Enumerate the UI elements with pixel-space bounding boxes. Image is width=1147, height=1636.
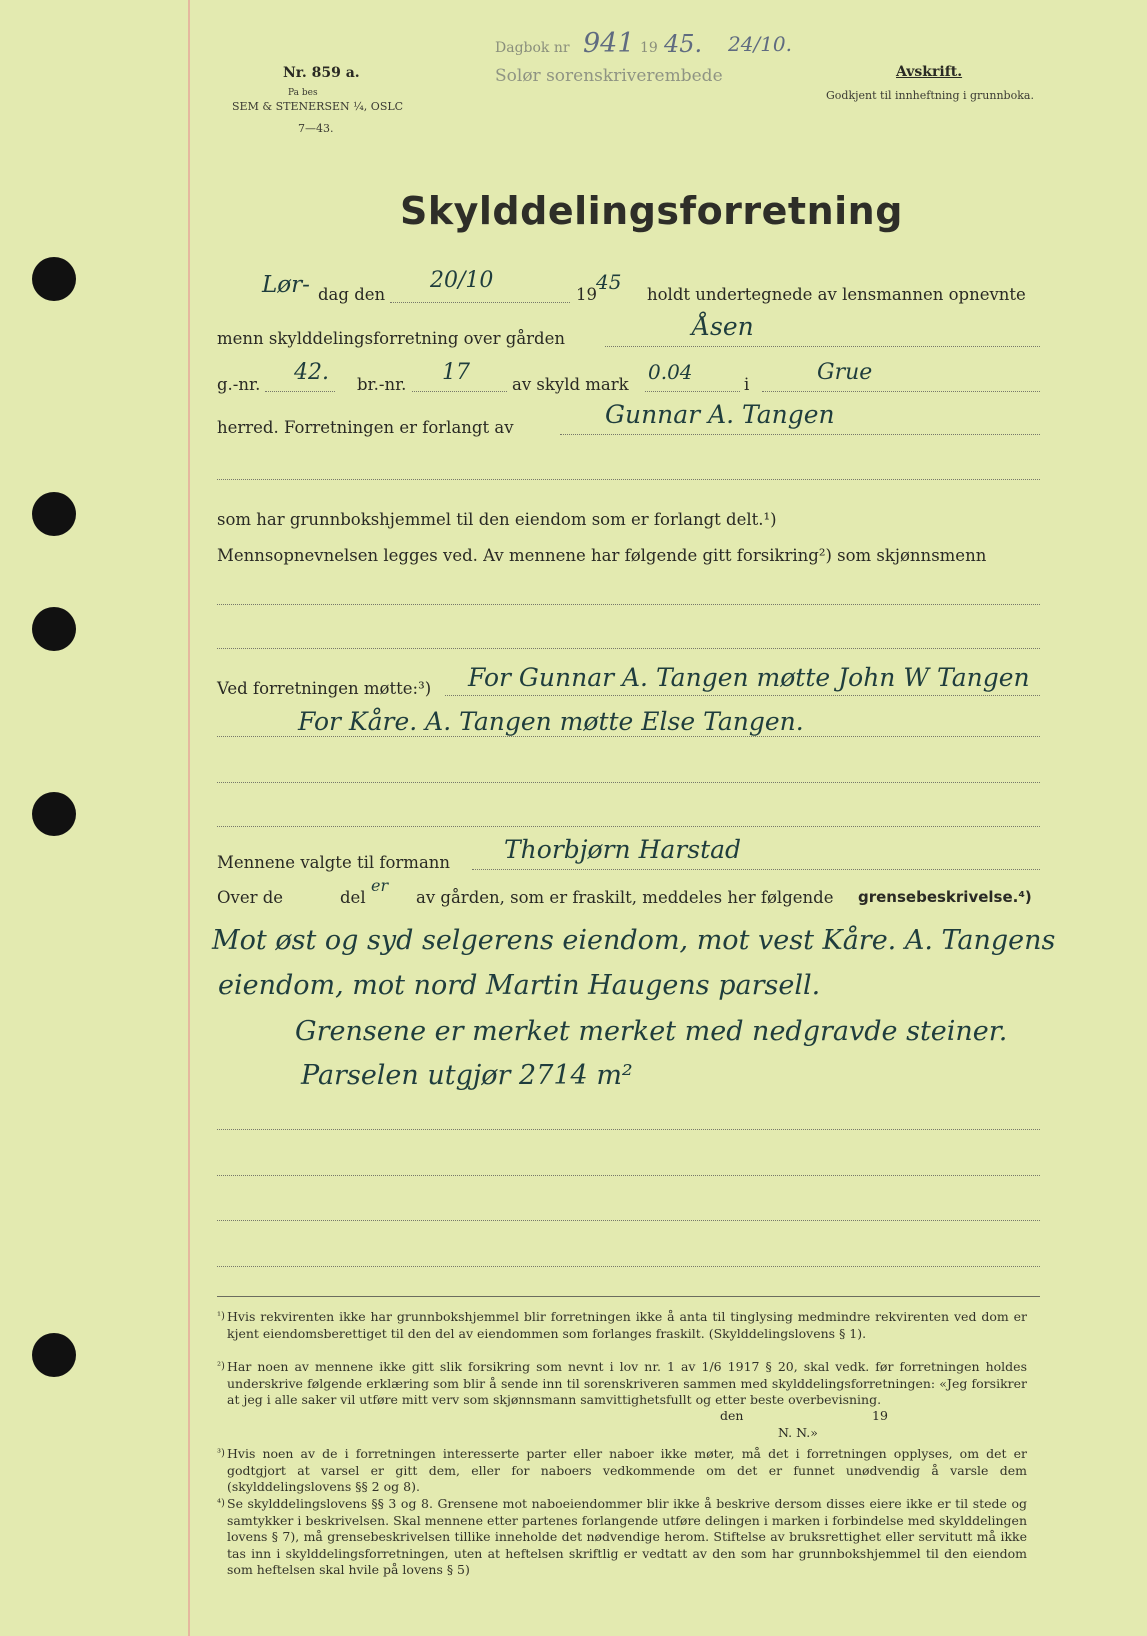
blank-line (217, 826, 1040, 827)
footnote-mark: ⁴) (217, 1498, 225, 1509)
date-field-line (390, 302, 570, 303)
grense-label: grensebeskrivelse.⁴) (858, 888, 1032, 906)
mote-field-line-2 (217, 736, 1040, 737)
hw-requester: Gunnar A. Tangen (605, 400, 835, 429)
mote-field-line (445, 695, 1040, 696)
footnote-text: Hvis rekvirenten ikke har grunnbokshjemmel blir forretningen ikke å anta til tinglysing medmindre rekvirenten ved dom er kjent eiendomsberettiget til den del av eiendommen som forlanges fraskilt. (Skylddelingslovens § 1). (227, 1309, 1027, 1341)
footnote-text: Se skylddelingslovens §§ 3 og 8. Grensene mot naboeiendommer blir ikke å beskrive dersom disses eiere ikke er til stede og samtykker i beskrivelsen. Skal mennene etter partenes forlangende utføre delingen i marken i forbindelse med skylddelingen lovens § 7), må grensebeskrivelsen tillike inneholde det nødvendige herom. Stiftelse av bruksrettighet eller servitutt må ikke tas inn i skylddelingsforretningen, uten at heftelsen skriftlig er vedtatt av den som har grunnbokshjemmel til den eiendom som heftelsen skal hvile på lovens § 5) (227, 1496, 1027, 1577)
footnote-4 (217, 1496, 1027, 1579)
hw-bnr: 17 (442, 360, 470, 385)
blank-line (217, 1175, 1040, 1176)
gaarden-text: av gården, som er fraskilt, meddeles her følgende (416, 888, 834, 907)
footnote-2-nn: N. N.» (778, 1425, 818, 1440)
del-label: del (340, 888, 366, 907)
dagbok-year-prefix: 19 (640, 40, 658, 56)
hw-mote-2: For Kåre. A. Tangen møtte Else Tangen. (298, 707, 804, 736)
margin-line (188, 0, 190, 1636)
page-title: Skylddelingsforretning (400, 189, 903, 233)
hw-desc-1: Mot øst og syd selgerens eiendom, mot vest Kåre. A. Tangens (212, 925, 1056, 956)
hw-year: 45 (596, 270, 622, 294)
publisher-line-2: SEM & STENERSEN ¼, OSLC (232, 100, 404, 113)
blank-line (217, 1220, 1040, 1221)
herred-label: herred. Forretningen er forlangt av (217, 418, 514, 437)
hw-desc-4: Parselen utgjør 2714 m² (301, 1060, 633, 1091)
hw-desc-2: eiendom, mot nord Martin Haugens parsell. (218, 970, 821, 1001)
publisher-line-1: Pa bes (288, 88, 318, 98)
footnote-2-den: den (720, 1408, 744, 1423)
menns-text: Mennsopnevnelsen legges ved. Av mennene har følgende gitt forsikring²) som skjønnsmenn (217, 546, 987, 565)
formann-label: Mennene valgte til formann (217, 853, 451, 872)
mote-label: Ved forretningen møtte:³) (217, 679, 432, 698)
gnr-label: g.-nr. (217, 375, 261, 394)
punch-hole (32, 257, 76, 301)
gnr-field-line (265, 391, 335, 392)
form-number: Nr. 859 a. (283, 65, 360, 81)
farm-field-line (605, 346, 1040, 347)
hw-desc-3: Grensene er merket merket med nedgravde steiner. (295, 1016, 1008, 1047)
punch-hole (32, 1333, 76, 1377)
year-prefix: 19 (576, 285, 597, 304)
footnote-2-year: 19 (872, 1408, 888, 1423)
bnr-label: br.-nr. (357, 375, 407, 394)
office-name: Solør sorenskriverembede (495, 66, 723, 86)
skyld-field-line (645, 391, 740, 392)
dagbok-date: 24/10. (728, 32, 792, 56)
blank-line (217, 1129, 1040, 1130)
skyld-label: av skyld mark (512, 375, 629, 394)
holdt-text: holdt undertegnede av lensmannen opnevnte (647, 285, 1026, 304)
avskrift-label: Avskrift. (896, 64, 963, 80)
hw-mote-1: For Gunnar A. Tangen møtte John W Tangen (468, 663, 1030, 692)
blank-line (217, 479, 1040, 480)
footnote-text: Hvis noen av de i forretningen interesserte parter eller naboer ikke møter, må det i forretningen opplyses, om det er godtgjort at varsel er gitt dem, eller for naboers vedkommende om det er funnet unødvendig å varsle dem (skylddelingslovens §§ 2 og 8). (227, 1446, 1027, 1494)
herred-field-line (762, 391, 1040, 392)
footnote-mark: ³) (217, 1448, 225, 1459)
bnr-field-line (412, 391, 507, 392)
blank-line (217, 1266, 1040, 1267)
hw-farm: Åsen (692, 312, 754, 341)
footnote-2 (217, 1359, 1027, 1409)
footnote-mark: ¹) (217, 1311, 225, 1322)
footnote-text: Har noen av mennene ikke gitt slik forsikring som nevnt i lov nr. 1 av 1/6 1917 § 20, skal vedk. før forretningen holdes underskrive følgende erklæring som blir å sende inn til sorenskriveren sammen med skylddelingsforretningen: «Jeg forsikrer at jeg i alle saker vil utføre mitt verv som skjønnsmann samvittighetsfullt og etter beste overbevisning. (227, 1359, 1027, 1407)
punch-hole (32, 492, 76, 536)
footnote-rule (217, 1296, 1040, 1297)
dagbok-number: 941 (583, 28, 635, 59)
hw-day: Lør- (262, 272, 310, 298)
dagbok-year: 45. (664, 30, 703, 58)
dagbok-label: Dagbok nr (495, 40, 570, 56)
requester-field-line (560, 434, 1040, 435)
over-de-label: Over de (217, 888, 284, 907)
footnote-mark: ²) (217, 1361, 225, 1372)
print-date: 7—43. (298, 122, 334, 135)
footnote-3 (217, 1446, 1027, 1496)
blank-line (217, 782, 1040, 783)
hw-skyld: 0.04 (648, 360, 693, 384)
punch-hole (32, 607, 76, 651)
grunnbok-text: som har grunnbokshjemmel til den eiendom som er forlangt delt.¹) (217, 510, 777, 529)
hw-del: er (371, 876, 389, 895)
i-label: i (744, 375, 750, 394)
menn-text: menn skylddelingsforretning over gården (217, 329, 566, 348)
formann-field-line (472, 869, 1040, 870)
godkjent-text: Godkjent til innheftning i grunnboka. (826, 89, 1034, 102)
hw-date: 20/10 (430, 268, 494, 293)
dag-den-label: dag den (318, 285, 386, 304)
blank-line (217, 604, 1040, 605)
footnote-1 (217, 1309, 1027, 1342)
hw-gnr: 42. (294, 360, 329, 385)
punch-hole (32, 792, 76, 836)
hw-formann: Thorbjørn Harstad (504, 835, 742, 864)
hw-herred: Grue (817, 360, 873, 385)
blank-line (217, 648, 1040, 649)
